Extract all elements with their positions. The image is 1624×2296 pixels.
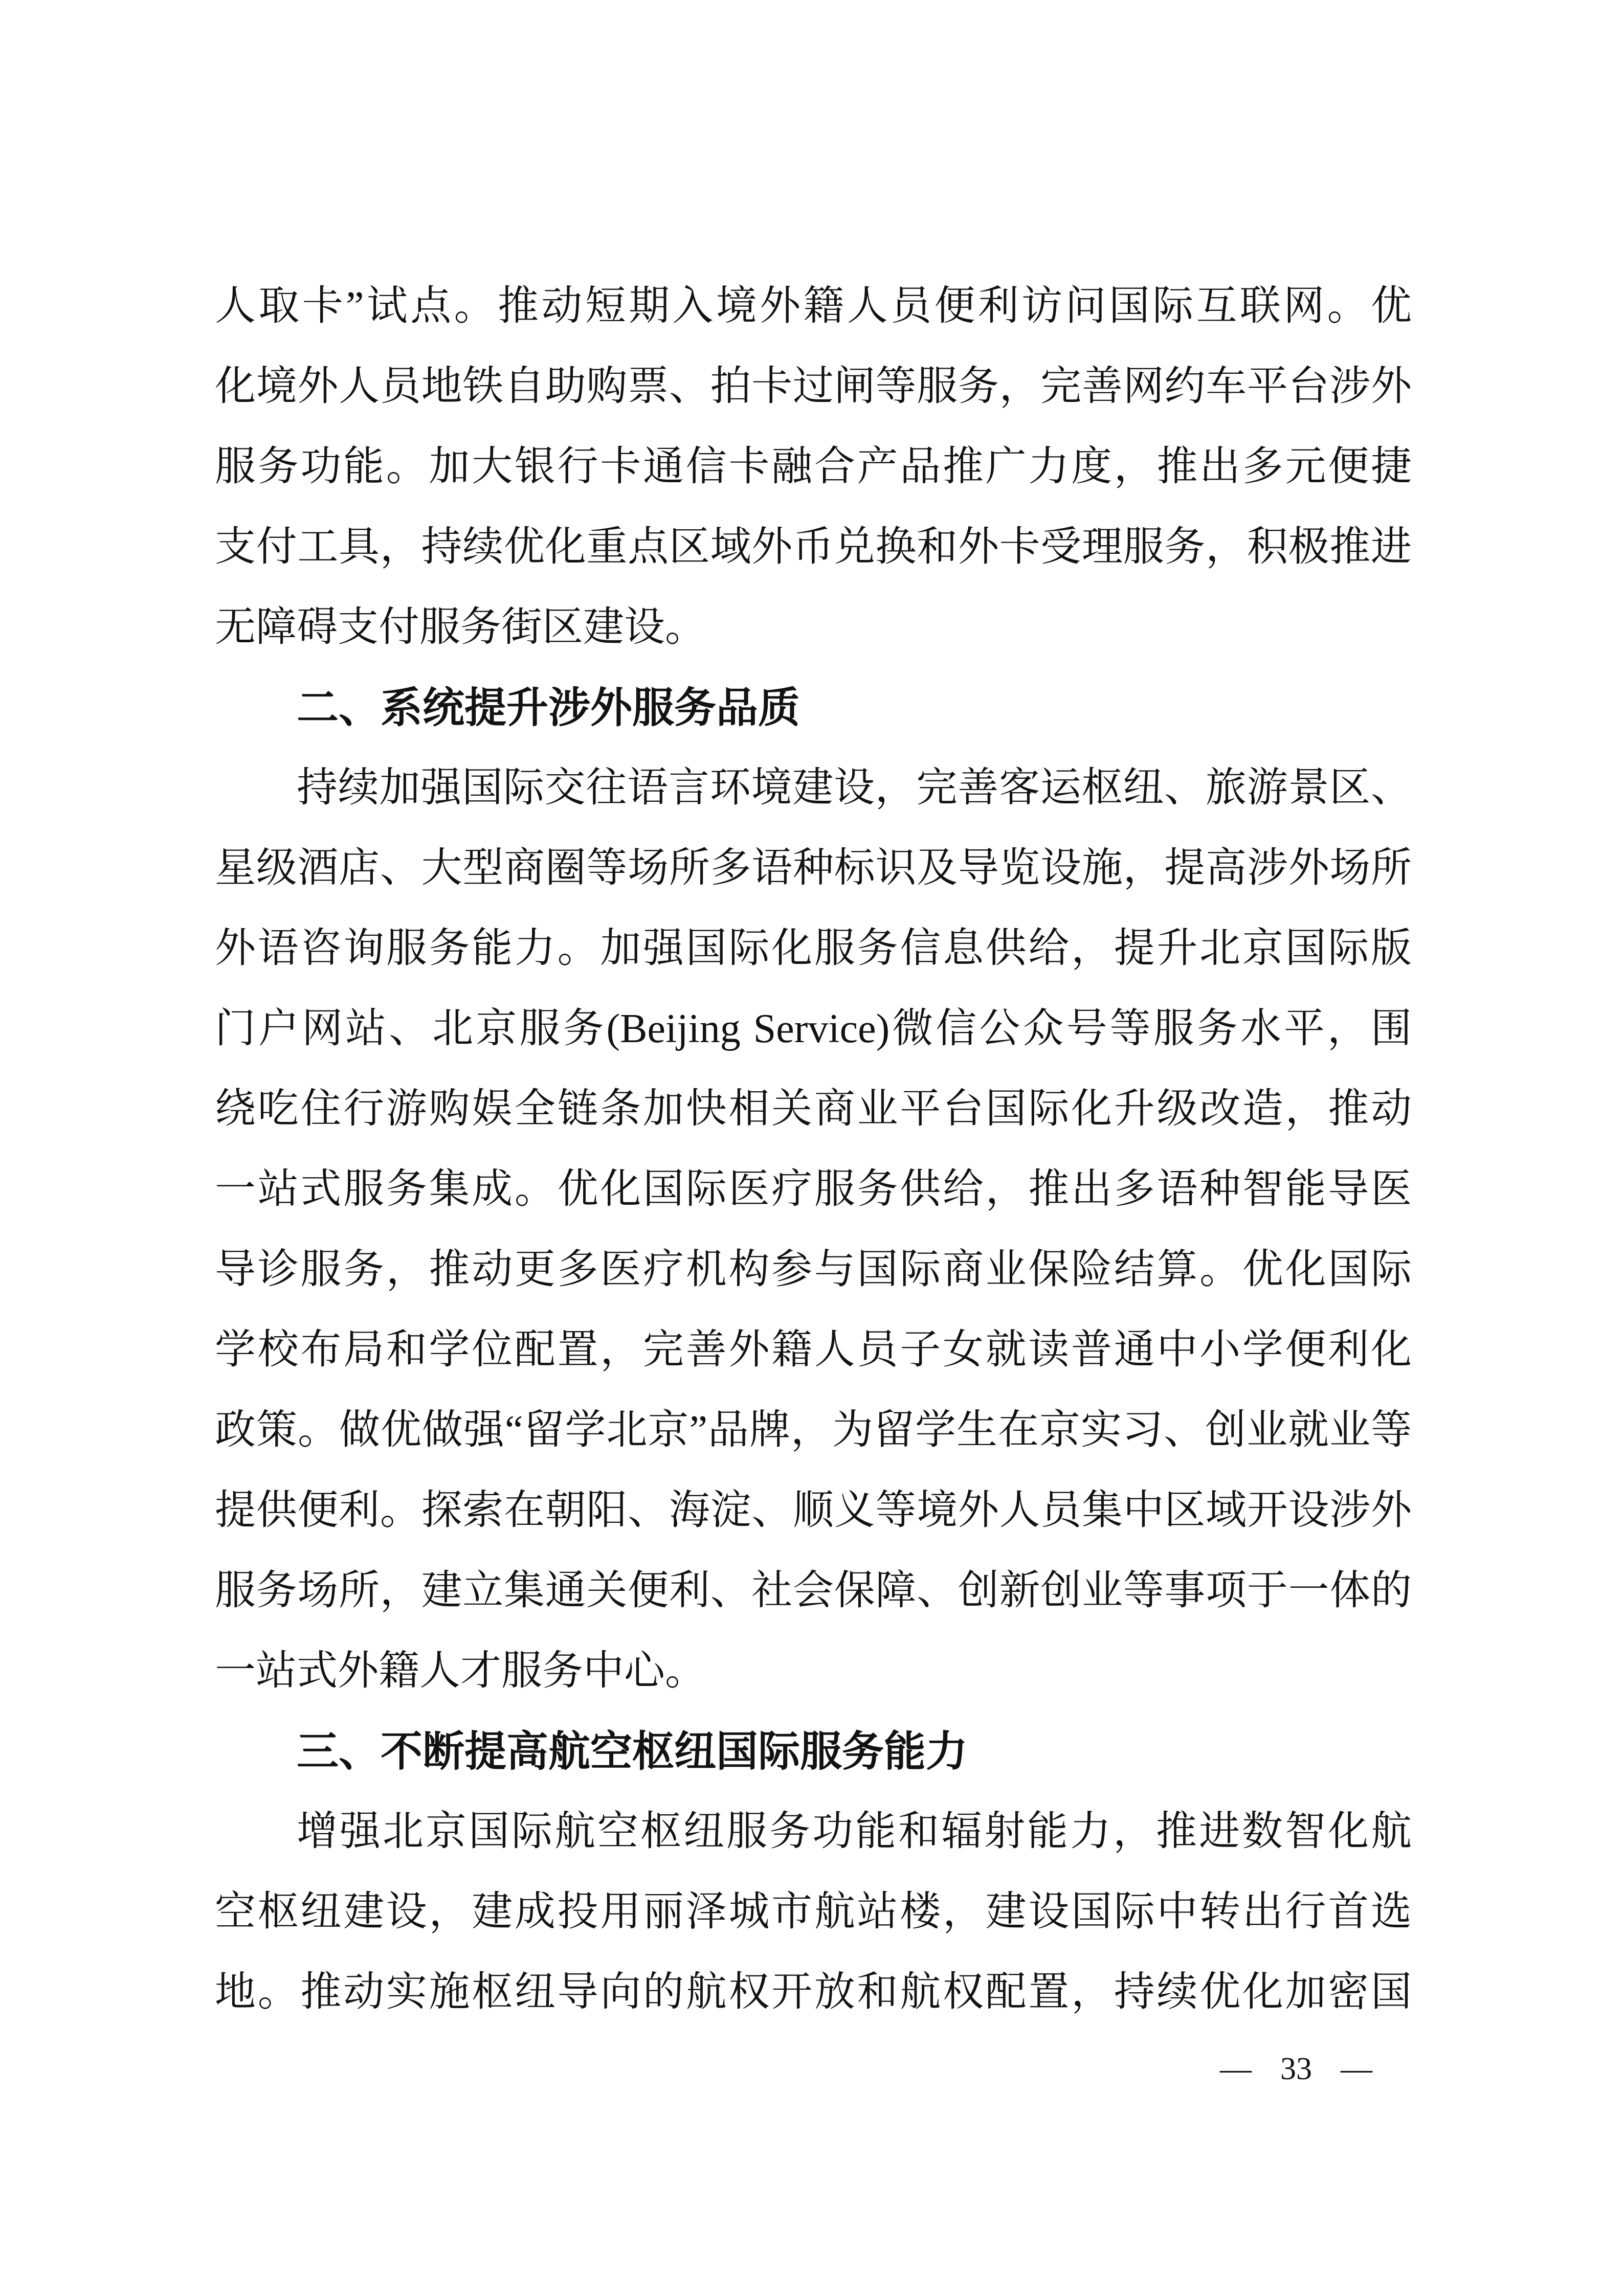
text-line: 外语咨询服务能力。加强国际化服务信息供给，提升北京国际版 [215, 926, 1412, 971]
text-line: 化境外人员地铁自助购票、拍卡过闸等服务，完善网约车平台涉外 [215, 364, 1412, 409]
text-line: 导诊服务，推动更多医疗机构参与国际商业保险结算。优化国际 [215, 1247, 1412, 1292]
footer-dash-left: — [1220, 2052, 1252, 2086]
text-line: 支付工具，持续优化重点区域外币兑换和外卡受理服务，积极推进 [215, 525, 1412, 570]
text-line: 绕吃住行游购娱全链条加快相关商业平台国际化升级改造，推动 [215, 1087, 1412, 1132]
text-line: 服务场所，建立集通关便利、社会保障、创新创业等事项于一体的 [215, 1568, 1412, 1613]
text-line: 增强北京国际航空枢纽服务功能和辐射能力，推进数智化航 [297, 1809, 1412, 1854]
text-line: 一站式外籍人才服务中心。 [215, 1649, 706, 1694]
text-line: 门户网站、北京服务(Beijing Service)微信公众号等服务水平，围 [215, 1006, 1412, 1051]
text-line: 地。推动实施枢纽导向的航权开放和航权配置，持续优化加密国 [215, 1970, 1412, 2015]
text-line: 空枢纽建设，建成投用丽泽城市航站楼，建设国际中转出行首选 [215, 1889, 1412, 1934]
text-line: 服务功能。加大银行卡通信卡融合产品推广力度，推出多元便捷 [215, 444, 1412, 489]
text-line: 一站式服务集成。优化国际医疗服务供给，推出多语种智能导医 [215, 1167, 1412, 1212]
text-line: 无障碍支付服务街区建设。 [215, 605, 706, 650]
text-line: 政策。做优做强“留学北京”品牌，为留学生在京实习、创业就业等 [215, 1408, 1412, 1453]
text-line: 提供便利。探索在朝阳、海淀、顺义等境外人员集中区域开设涉外 [215, 1488, 1412, 1533]
text-block [215, 266, 1412, 2033]
page-footer [1220, 2044, 1372, 2094]
section-heading-3: 三、不断提高航空枢纽国际服务能力 [297, 1728, 968, 1775]
text-line: 人取卡”试点。推动短期入境外籍人员便利访问国际互联网。优 [215, 284, 1412, 329]
text-line: 持续加强国际交往语言环境建设，完善客运枢纽、旅游景区、 [297, 766, 1412, 811]
text-line: 学校布局和学位配置，完善外籍人员子女就读普通中小学便利化 [215, 1327, 1412, 1372]
footer-dash-right: — [1341, 2052, 1372, 2086]
section-heading-2: 二、系统提升涉外服务品质 [297, 685, 800, 731]
text-line: 星级酒店、大型商圈等场所多语种标识及导览设施，提高涉外场所 [215, 846, 1412, 891]
page-number: 33 [1280, 2052, 1312, 2086]
